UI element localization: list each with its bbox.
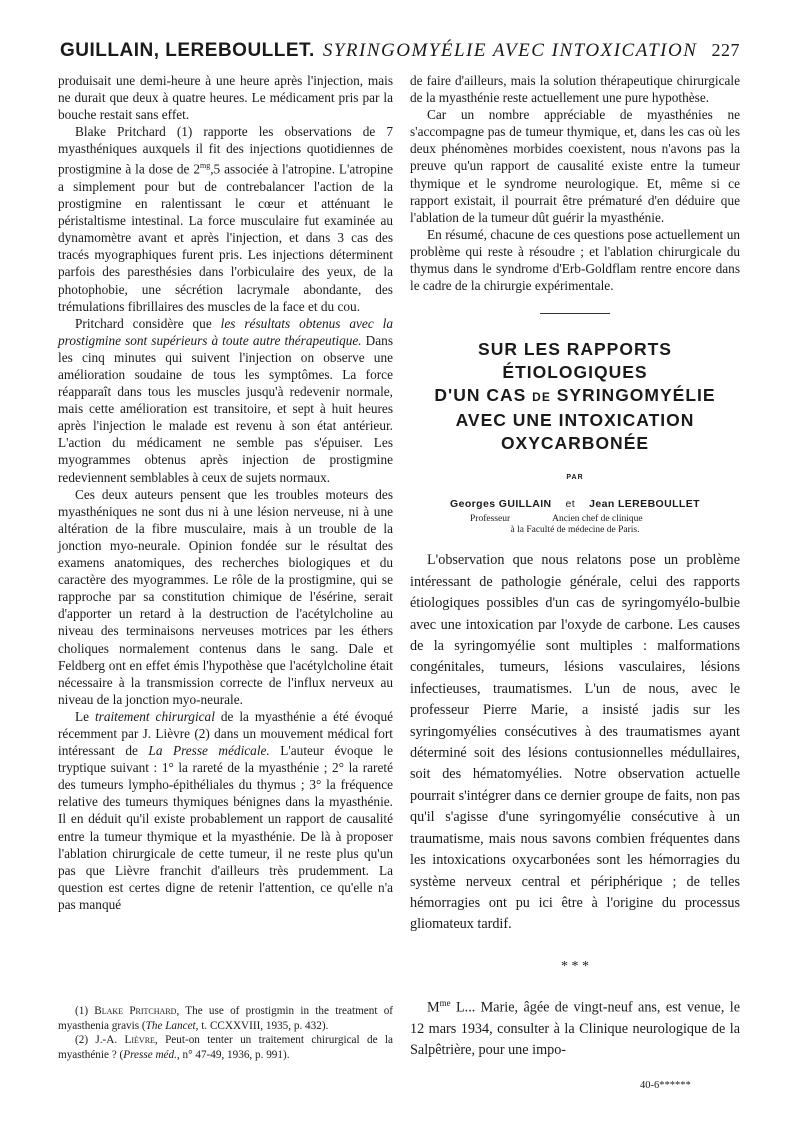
printer-signature: 40-6****** xyxy=(640,1080,691,1091)
footnotes xyxy=(58,1004,393,1062)
right-column xyxy=(410,72,740,1062)
paragraph: Car un nombre appréciable de myasthénies ne s'accompagne pas de tumeur thymique, et, dans les cas où les deux phénomènes morbides coexistent, nous n'avons pas la preuve qu'un rapport de causalité existe entre la tumeur thymique et le syndrome neurologique. Et, même si ce rapport existait, il pourrait être prématuré d'en déduire que l'ablation de la tumeur dût guérir la myasthénie. xyxy=(410,107,740,225)
paragraph: $M^{me}$ L... Marie, âgée de vingt-neuf ans, est venue, le 12 mars 1934, consulter à la Clinique neurologique de la Salpêtrière, pour une impo- xyxy=(410,997,740,1059)
page-number: 227 xyxy=(711,40,740,60)
author-roles: Professeur Ancien chef de clinique xyxy=(470,514,643,525)
running-head-authors: GUILLAIN, LEREBOULLET. xyxy=(60,40,315,61)
byline-par: PAR xyxy=(566,474,584,482)
byline-authors: Georges GUILLAIN et Jean LEREBOULLET xyxy=(410,496,740,513)
paragraph: de faire d'ailleurs, mais la solution thérapeutique chirurgicale de la myasthénie reste actuellement une pure hypothèse. xyxy=(410,73,740,106)
paragraph: Ces deux auteurs pensent que les troubles moteurs des myasthéniques ne sont dus ni à une lésion nerveuse, ni à une altération de la fibre musculaire, mais à un trouble de la jonction myo-neurale. Opinion fondée sur le résultat des examens anatomiques, des recherches biologiques et du caractère des myogrammes. Le rôle de la prostigmine, qui se rapproche par sa constitution chimique de l'ésérine, serait d'apporter un retard à la destruction de l'acétylcholine au niveau des terminaisons nerveuses motrices par les éthers choliques normalement contenus dans le sang. Dale et Feldberg ont en effet émis l'hypothèse que l'acétylcholine était nécessaire à la transmission correcte de l'influx nerveux au niveau de la jonction myo-neurale. xyxy=(58,486,393,707)
running-head-title: SYRINGOMYÉLIE AVEC INTOXICATION xyxy=(322,40,698,61)
left-column xyxy=(58,72,393,913)
paragraph: Blake Pritchard (1) rapporte les observations de 7 myasthéniques auxquels il fit des injections quotidiennes de prostigmine à la dose de $2^{mg},5$ associée à l'atropine. L'atropine a simplement pour but de contrebalancer l'action de la prostigmine en ralentissant le cœur et atténuant le péristaltisme intestinal. La force musculaire fut examinée au dynamomètre avant et après l'injection, et dans 3 cas des tracés myographiques furent pris. Les injections déterminent parfois des paresthésies dans l'orbiculaire des yeux, de la photophobie, une sécrétion lacrymale abondante, des trémulations fibrillaires des muscles de la face et du cou. xyxy=(58,124,393,314)
paragraph: Pritchard considère que les résultats obtenus avec la prostigmine sont supérieurs à toute autre thérapeutique. Dans les cinq minutes qui suivent l'injection on observe une amélioration soudaine de tous les symptômes. La force réapparaît dans tous les muscles jusqu'à redevenir normale, mais cette amélioration est transitoire, et sept à huit heures après l'injection le malade est revenu à son état antérieur. L'action du médicament ne semble pas s'épuiser. Les myogrammes obtenus après injection de prostigmine redeviennent semblables à ceux de sujets normaux. xyxy=(58,315,394,485)
footnote-1: (1) Blake Pritchard, The use of prostigmin in the treatment of myasthenia gravis (The Lancet, t. CCXXVIII, 1935, p. 432). xyxy=(58,1005,394,1032)
paragraph: En résumé, chacune de ces questions pose actuellement un problème qui reste à résoudre ; et l'ablation chirurgicale du thymus dans le syndrome d'Erb-Goldflam rentre encore dans le cadre de la chirurgie expérimentale. xyxy=(410,226,740,294)
author-1: Georges GUILLAIN xyxy=(450,498,552,511)
paragraph: produisait une demi-heure à une heure après l'injection, mais ne durait que deux à quatre heures. Le médicament pris par la bouche restait sans effet. xyxy=(58,73,393,123)
article-title: SUR LES RAPPORTS ÉTIOLOGIQUES D'UN CAS DE SYRINGOMYÉLIE AVEC UNE INTOXICATION OXYCARBONÉE xyxy=(434,339,716,454)
section-break-asterism: * * * xyxy=(561,958,589,974)
footnote-2: (2) J.-A. Lièvre, Peut-on tenter un traitement chirurgical de la myasthénie ? (Presse méd., n° 47-49, 1936, p. 991). xyxy=(58,1034,393,1061)
running-head xyxy=(60,40,740,70)
affiliation: à la Faculté de médecine de Paris. xyxy=(510,525,640,536)
paragraph: Le traitement chirurgical de la myasthénie a été évoqué récemment par J. Lièvre (2) dans un mouvement médical fort intéressant de La Presse médicale. L'auteur évoque le tryptique suivant : 1° la rareté de la myasthénie ; 2° la rareté des tumeurs lympho-épithéliales du thymus ; 3° la fréquence relative des tumeurs thymiques bénignes dans la myasthénie. Il en déduit qu'il existe probablement un rapport de causalité entre la tumeur thymique et la myasthénie. De là à proposer l'ablation chirurgicale de cette tumeur, il ne reste plus qu'un pas que Lièvre franchit d'ailleurs très prudemment. La question est certes digne de retenir l'attention, ce qu'elle n'a pas manqué xyxy=(58,708,393,912)
paragraph: L'observation que nous relatons pose un problème intéressant de pathologie générale, celui des rapports étiologiques possibles d'un cas de syringomyélo-bulbie avec une intoxication par l'oxyde de carbone. Les causes de la syringomyélie sont multiples : malformations congénitales, tumeurs, lésions vasculaires, lésions infectieuses, traumatismes. L'un de nous, avec le professeur Pierre Marie, a insisté jadis sur les syringomyélies consécutives à des traumatismes ayant déterminé soit des lésions contusionnelles médullaires, soit des hématomyélies. Notre observation actuelle pourrait s'intégrer dans ce dernier groupe de faits, non pas qu'il s'agisse d'une syringomyélie consécutive à un traumatisme, mais nous savons combien fréquentes dans les intoxications oxycarbonées sont les hémorragies du système nerveux central et périphérique ; de telles hémorragies ont pu ici être à l'origine du processus gliomateux tardif. xyxy=(410,552,740,933)
section-divider xyxy=(540,313,610,314)
author-2: Jean LEREBOULLET xyxy=(589,498,700,511)
